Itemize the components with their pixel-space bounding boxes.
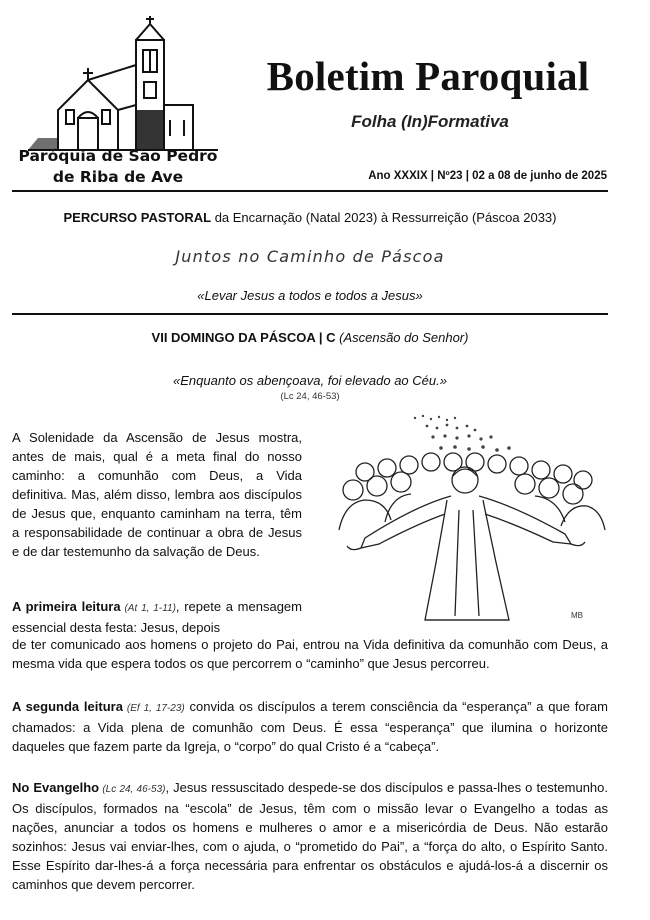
parish-name-line2: de Riba de Ave (52, 168, 184, 186)
first-reading-label: A primeira leitura (12, 599, 121, 614)
second-reading-ref: (Ef 1, 17-23) (122, 703, 185, 714)
pastoral-heading-rest: da Encarnação (Natal 2023) à Ressurreição (Páscoa 2033) (211, 210, 557, 225)
ascension-illustration (325, 410, 615, 632)
pastoral-heading (12, 210, 608, 225)
paragraph-first-reading-start (12, 597, 302, 637)
section-divider (12, 313, 608, 315)
gospel-reference: (Lc 24, 46-53) (280, 391, 340, 402)
second-reading-label: A segunda leitura (12, 699, 123, 714)
journey-quote: «Levar Jesus a todos e todos a Jesus» (197, 288, 423, 303)
sunday-title (12, 330, 608, 345)
paragraph-gospel (12, 778, 608, 894)
gospel-text: , Jesus ressuscitado despede-se dos discípulos e passa-lhes o testemunho. Os discípulos, formados na “escola” de Jesus, têm com o missão levar o Evangelho a todas as nações, anunciar a todos os homens e mulheres o amor e a misericórdia de Deus. Não estarão sozinhos: Jesus vai enviar-lhes, com o ajuda, o “prometido do Pai”, a “força do alto, o Espírito Santo. Esse Espírito dar-lhes-á a força necessária para enfrentar os obstáculos e ajudá-los-á a discernir os caminhos que devem percorrer. (12, 780, 608, 892)
second-reading-text: convida os discípulos a terem consciência da “esperança” a que foram chamados: a Vida plena de comunhão com Deus. É essa “esperança” que ilumina o horizonte daqueles que fazem parte da Igreja, o “corpo” do qual Cristo é a “cabeça”. (12, 699, 608, 754)
gospel-ref-inline: (Lc 24, 46-53) (99, 784, 166, 795)
first-reading-text-a: , repete a mensagem essencial desta festa: Jesus, depois (12, 599, 302, 635)
first-reading-ref: (At 1, 1-11) (120, 603, 176, 614)
pastoral-heading-bold: PERCURSO PASTORAL (63, 210, 212, 225)
sunday-title-rest: (Ascensão do Senhor) (335, 330, 469, 345)
issue-info: Ano XXXIX | Nº23 | 02 a 08 de junho de 2025 (368, 170, 607, 182)
parish-name (8, 146, 228, 188)
sunday-title-bold: VII DOMINGO DA PÁSCOA | C (151, 330, 336, 345)
parish-name-line1: Paróquia de São Pedro (18, 147, 218, 165)
paragraph-first-reading-end: de ter comunicado aos homens o projeto do Pai, entrou na Vida definitiva da comunhão com Deus, a mesma vida que espera todos os que percorrem o “caminho” que Jesus percorreu. (12, 637, 608, 671)
journey-title: Juntos no Caminho de Páscoa (175, 247, 445, 266)
paragraph-intro: A Solenidade da Ascensão de Jesus mostra, antes de mais, qual é a meta final do nosso caminho: a comunhão com Deus, a Vida definitiva. Mas, além disso, lembra aos discípulos de Jesus que, enquanto caminham na terra, têm a responsabilidade de continuar a obra de Jesus e de dar testemunho da salvação de Deus. (12, 430, 302, 559)
gospel-label: No Evangelho (12, 780, 100, 795)
header-divider (12, 190, 608, 192)
artist-signature: MB (571, 611, 583, 620)
paragraph-second-reading (12, 697, 608, 756)
bulletin-title: Boletim Paroquial (266, 53, 590, 99)
gospel-quote: «Enquanto os abençoava, foi elevado ao Céu.» (173, 373, 447, 388)
bulletin-subtitle: Folha (In)Formativa (351, 112, 509, 131)
